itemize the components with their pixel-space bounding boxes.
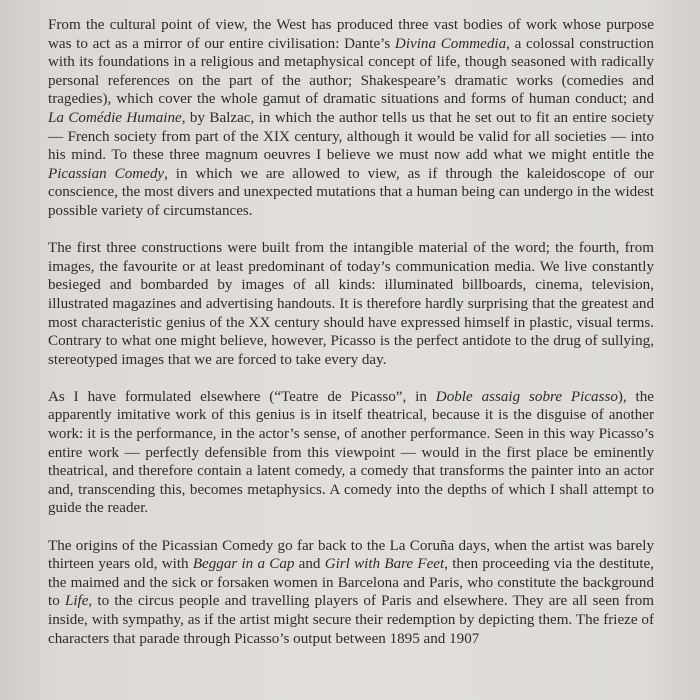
body-text — [48, 8, 654, 648]
text-run: The first three constructions were built from the intangible material of the word; the fourth, from images, the favourite or at least predominant of today’s communication media. We live constantly besieged and bombarded by images of all kinds: illuminated billboards, cinema, television, illustrated magazines and advertising handouts. It is therefore hardly surprising that the greatest and most characteristic genius of the XX century should have expressed himself in plastic, visual terms. Contrary to what one might believe, however, Picasso is the perfect antidote to the drug of sullying, stereotyped images that we are forced to take every day. — [48, 240, 654, 368]
paragraph-4 — [48, 537, 654, 649]
text-run: , to the circus people and travelling players of Paris and elsewhere. They are all seen from inside, with sympathy, as if the artist might secure their redemption by depicting them. The frieze of characters that parade through Picasso’s output between 1895 and 1907 — [48, 593, 654, 647]
italic-title: Life — [64, 593, 89, 610]
italic-title: Picassian Comedy — [48, 165, 165, 182]
italic-title: Doble assaig sobre Picasso — [435, 388, 618, 405]
paragraph-1 — [48, 16, 654, 221]
text-run: , then proceeding via the destitute, the maimed and the sick or forsaken women in Barcelona and Paris, who constitute the background to — [48, 556, 654, 610]
italic-title: La Comédie Humaine — [48, 109, 182, 126]
italic-title: Divina Commedia — [394, 35, 507, 52]
paragraph-3 — [48, 388, 654, 518]
text-run: , a colossal construction with its foundations in a religious and metaphysical concept of life, though seasoned with radically personal references on the part of the author; Shakespeare’s dramatic works (comedies and tragedies), which cover the whole gamut of dramatic situations and forms of human conduct; and — [48, 35, 654, 108]
text-run: From the cultural point of view, the West has produced three vast bodies of work whose purpose was to act as a mirror of our entire civilisation: Dante’s — [48, 17, 654, 52]
text-run: and — [294, 556, 325, 573]
italic-title: Beggar in a Cap — [192, 556, 295, 573]
text-run: As I have formulated elsewhere (“Teatre de Picasso”, in — [48, 388, 436, 405]
paragraph-2 — [48, 239, 654, 369]
text-run: ), the apparently imitative work of this genius is in itself theatrical, because it is the disguise of another work: it is the performance, in the actor’s sense, of another performance. Seen in this way Picasso’s entire work — perfectly defensible from this viewpoint — would in the first place be eminently theatrical, and therefore contain a latent comedy, a comedy that transforms the painter into an actor and, transcending this, becomes metaphysics. A comedy into the depths of which I shall attempt to guide the reader. — [48, 388, 655, 517]
text-run: , in which we are allowed to view, as if through the kaleidoscope of our conscience, the most divers and unexpected mutations that a human being can undergo in the widest possible variety of circumstances. — [48, 165, 654, 219]
italic-title: Girl with Bare Feet — [324, 556, 445, 573]
text-run: , by Balzac, in which the author tells us that he set out to fit an entire society — French society from part of the XIX century, although it would be valid for all societies — into his mind. To these three magnum oeuvres I believe we must now add what we might entitle the — [48, 109, 654, 164]
text-run: The origins of the Picassian Comedy go far back to the La Coruña days, when the artist was barely thirteen years old, with — [48, 537, 654, 573]
